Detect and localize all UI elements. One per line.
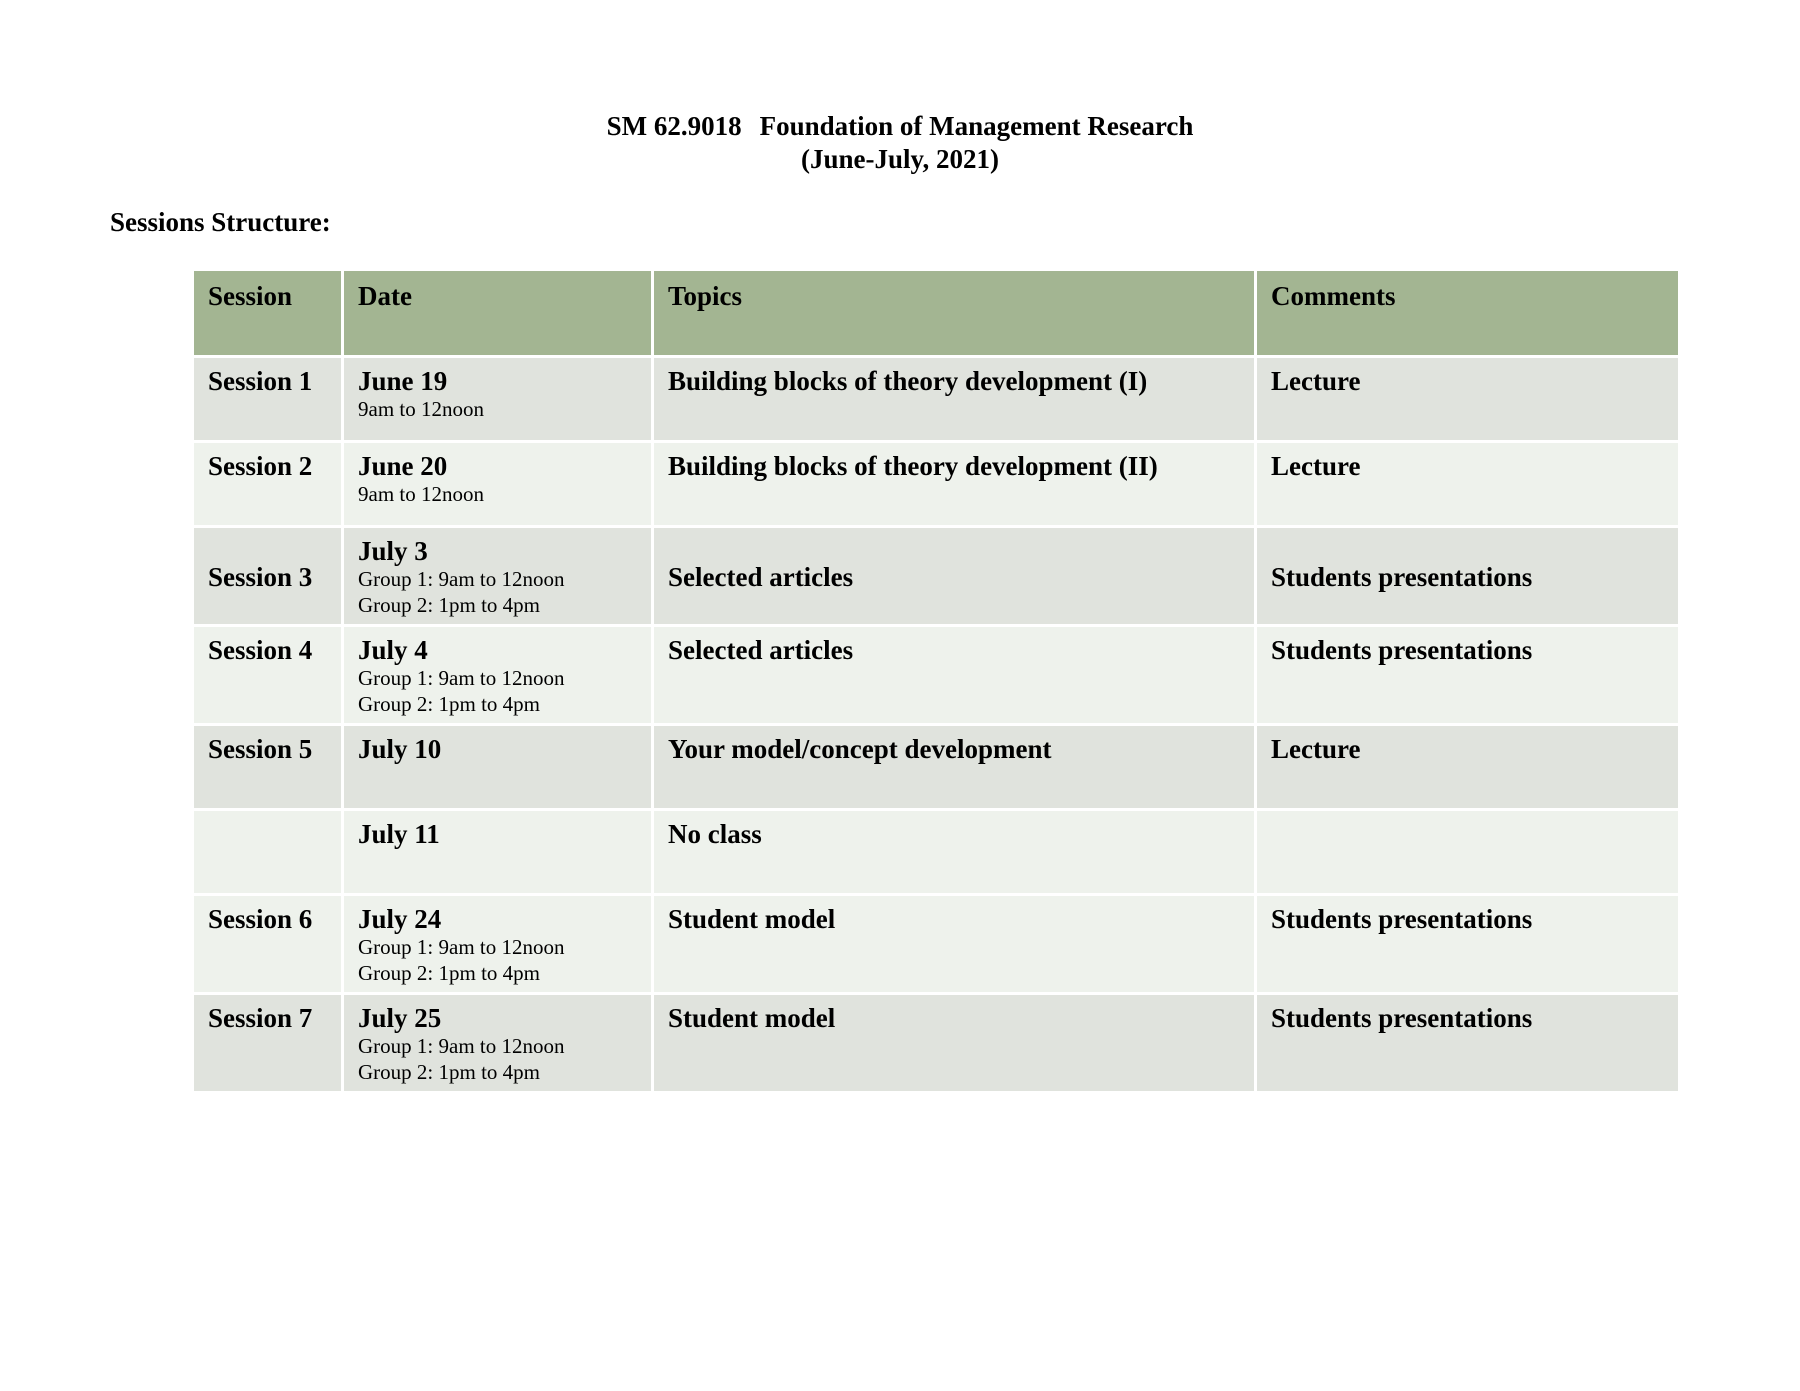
time-label: Group 1: 9am to 12noon bbox=[358, 567, 565, 591]
date-label: July 24 bbox=[358, 904, 442, 934]
comment-cell: Students presentations bbox=[1257, 896, 1678, 992]
header-comments: Comments bbox=[1257, 271, 1678, 355]
date-label: June 19 bbox=[358, 366, 448, 396]
comment-cell: Students presentations bbox=[1257, 995, 1678, 1091]
date-cell bbox=[344, 896, 651, 992]
topic-cell: Selected articles bbox=[654, 528, 1254, 624]
course-title-line bbox=[0, 110, 1800, 143]
time-label: Group 2: 1pm to 4pm bbox=[358, 692, 540, 716]
topic-cell: Student model bbox=[654, 896, 1254, 992]
comment-cell: Students presentations bbox=[1257, 528, 1678, 624]
session-cell: Session 5 bbox=[194, 726, 341, 808]
time-label: Group 2: 1pm to 4pm bbox=[358, 961, 540, 985]
topic-cell: No class bbox=[654, 811, 1254, 893]
date-cell bbox=[344, 627, 651, 723]
date-label: July 3 bbox=[358, 536, 428, 566]
topic-cell: Selected articles bbox=[654, 627, 1254, 723]
date-label: July 11 bbox=[358, 819, 440, 849]
sessions-table bbox=[191, 268, 1681, 1094]
date-cell bbox=[344, 995, 651, 1091]
comment-cell: Lecture bbox=[1257, 443, 1678, 525]
time-label: Group 1: 9am to 12noon bbox=[358, 1034, 565, 1058]
table-row bbox=[194, 443, 1678, 525]
session-cell: Session 2 bbox=[194, 443, 341, 525]
header-session: Session bbox=[194, 271, 341, 355]
topic-cell: Student model bbox=[654, 995, 1254, 1091]
comment-cell: Students presentations bbox=[1257, 627, 1678, 723]
course-term: (June-July, 2021) bbox=[800, 144, 1000, 174]
time-label: Group 1: 9am to 12noon bbox=[358, 935, 565, 959]
comment-cell: Lecture bbox=[1257, 726, 1678, 808]
table-row bbox=[194, 726, 1678, 808]
sessions-structure-heading: Sessions Structure: bbox=[110, 207, 331, 237]
topic-cell: Building blocks of theory development (II) bbox=[654, 443, 1254, 525]
course-title: Foundation of Management Research bbox=[759, 111, 1194, 141]
date-cell bbox=[344, 528, 651, 624]
date-label: June 20 bbox=[358, 451, 448, 481]
date-cell bbox=[344, 726, 651, 808]
date-cell bbox=[344, 443, 651, 525]
date-label: July 4 bbox=[358, 635, 428, 665]
comment-cell: Lecture bbox=[1257, 358, 1678, 440]
session-cell: Session 6 bbox=[194, 896, 341, 992]
table-header-row bbox=[194, 271, 1678, 355]
date-cell bbox=[344, 811, 651, 893]
session-cell: Session 7 bbox=[194, 995, 341, 1091]
topic-cell: Building blocks of theory development (I) bbox=[654, 358, 1254, 440]
table-row bbox=[194, 528, 1678, 624]
date-cell bbox=[344, 358, 651, 440]
date-label: July 25 bbox=[358, 1003, 442, 1033]
date-label: July 10 bbox=[358, 734, 442, 764]
session-cell bbox=[194, 811, 341, 893]
table-row bbox=[194, 995, 1678, 1091]
session-cell: Session 4 bbox=[194, 627, 341, 723]
time-label: 9am to 12noon bbox=[358, 482, 484, 506]
comment-cell bbox=[1257, 811, 1678, 893]
document-title bbox=[0, 110, 1800, 176]
time-label: Group 1: 9am to 12noon bbox=[358, 666, 565, 690]
time-label: 9am to 12noon bbox=[358, 397, 484, 421]
header-date: Date bbox=[344, 271, 651, 355]
session-cell: Session 3 bbox=[194, 528, 341, 624]
table-row bbox=[194, 627, 1678, 723]
topic-cell: Your model/concept development bbox=[654, 726, 1254, 808]
time-label: Group 2: 1pm to 4pm bbox=[358, 593, 540, 617]
table-row bbox=[194, 358, 1678, 440]
header-topics: Topics bbox=[654, 271, 1254, 355]
table-row bbox=[194, 896, 1678, 992]
time-label: Group 2: 1pm to 4pm bbox=[358, 1060, 540, 1084]
course-code: SM 62.9018 bbox=[606, 111, 742, 141]
table-row bbox=[194, 811, 1678, 893]
session-cell: Session 1 bbox=[194, 358, 341, 440]
